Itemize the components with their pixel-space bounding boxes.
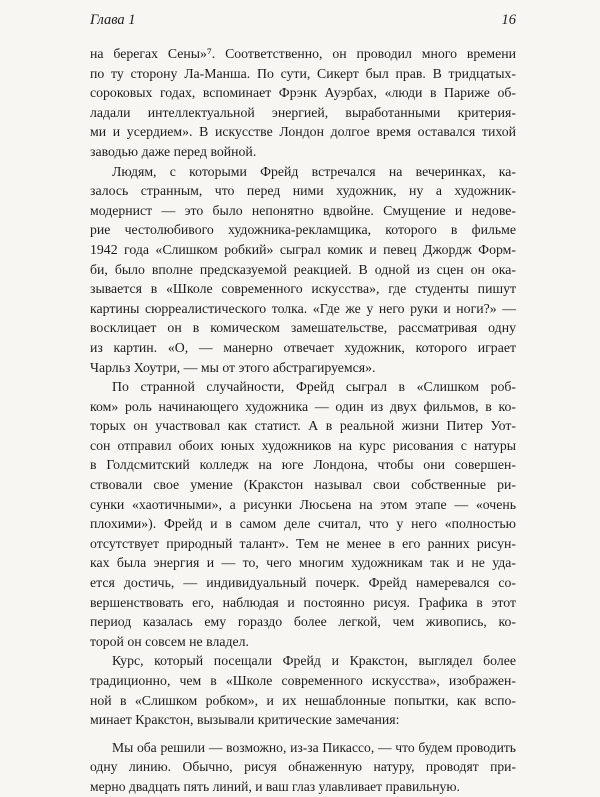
paragraph <box>90 162 516 378</box>
text-line: Чарльз Хоутри, — мы от этого абстрагируемся». <box>90 359 376 375</box>
text-line: сон отправил обоих юных художников на курс рисования с натуры <box>90 437 516 453</box>
paragraph <box>90 651 516 729</box>
page-body <box>90 44 516 797</box>
quote-spacer <box>90 730 516 738</box>
text-line: в Голдсмитский колледж на юге Лондона, чтобы они совершен- <box>90 457 516 473</box>
block-quote <box>90 738 516 797</box>
chapter-title: Глава 1 <box>90 12 136 28</box>
text-line: 1942 года «Слишком робкий» сыграл комик и певец Джордж Форм- <box>90 241 516 257</box>
text-line: ствовали свое умение (Кракстон называл свои собственные ри- <box>90 477 516 493</box>
text-line: ется достичь, — индивидуальный почерк. Фрейд намеревался со- <box>90 575 516 591</box>
text-line: сунки «хаотичными», а рисунки Люсьена на этом этапе — «очень <box>90 496 516 512</box>
text-line: заводью даже перед войной. <box>90 143 257 159</box>
text-line: рие честолюбивого художника-рекламщика, которого в фильме <box>90 222 516 238</box>
text-line: минает Кракстон, вызывали критические замечания: <box>90 712 400 728</box>
text-line: зывается в «Школе современного искусства», где студенты пишут <box>90 281 516 297</box>
text-line: залось странным, что перед ними художник, ну а художник- <box>90 183 516 199</box>
paragraph <box>90 44 516 162</box>
text-line: По странной случайности, Фрейд сыграл в «Слишком роб- <box>112 379 516 395</box>
text-line: модернист — это было непонятно вдвойне. Смущение и недове- <box>90 202 516 218</box>
paragraph <box>90 377 516 651</box>
text-line: ком» роль начинающего художника — один из двух фильмов, в ко- <box>90 398 516 414</box>
text-line: ках была энергия и — то, чего многим художникам так и не уда- <box>90 555 516 571</box>
text-line: Людям, с которыми Фрейд встречался на вечеринках, ка- <box>112 163 516 179</box>
page-number: 16 <box>501 12 516 28</box>
text-line: картины сюрреалистического толка. «Где же у него руки и ноги?» — <box>90 300 516 316</box>
text-line: Курс, который посещали Фрейд и Кракстон, выглядел более <box>112 653 516 669</box>
text-line: по ту сторону Ла-Манша. По сути, Сикерт был прав. В тридцатых- <box>90 65 516 81</box>
text-line: традиционно, чем в «Школе современного искусства», изображен- <box>90 673 516 688</box>
text-line: отсутствует природный талант». Тем не менее в его ранних рисун- <box>90 535 516 551</box>
text-line: би, было вполне предсказуемой реакцией. В одной из сцен он ока- <box>90 261 516 277</box>
text-line: сороковых годах, вспоминает Фрэнк Ауэрбах, «люди в Париже об- <box>90 85 516 101</box>
running-header <box>90 12 516 32</box>
text-line: торой он совсем не владел. <box>90 633 249 649</box>
text-line: Мы оба решили — возможно, из-за Пикассо, — что будем проводить <box>112 739 516 755</box>
text-line: мерно двадцать пять линий, и ваш глаз улавливает правильную. <box>90 778 460 794</box>
text-line: из картин. «О, — манерно отвечает художник, которого играет <box>90 339 516 355</box>
text-line: одну линию. Обычно, рисуя обнаженную натуру, проводят при- <box>90 759 516 775</box>
text-line: период казалась ему гораздо более легкой, чем живопись, ко- <box>90 614 516 630</box>
text-line: торых он участвовал как статист. А в реальной жизни Питер Уот- <box>90 418 516 434</box>
text-line: ной в «Слишком робком», и их нешаблонные попытки, как вспо- <box>90 692 516 708</box>
text-line: ладали интеллектуальной энергией, выработанными критерия- <box>90 104 516 120</box>
text-line: восклицает он в комическом замешательстве, рассматривая одну <box>90 320 516 336</box>
text-line: на берегах Сены»⁷. Соответственно, он проводил много времени <box>90 46 516 61</box>
text-line: плохими»). Фрейд и в самом деле считал, что у него «полностью <box>90 516 516 532</box>
text-line: ми и усердием». В искусстве Лондон долгое время оставался тихой <box>90 124 516 140</box>
text-line: вершенствовать его, наблюдая и постоянно рисуя. Графика в этот <box>90 594 516 610</box>
